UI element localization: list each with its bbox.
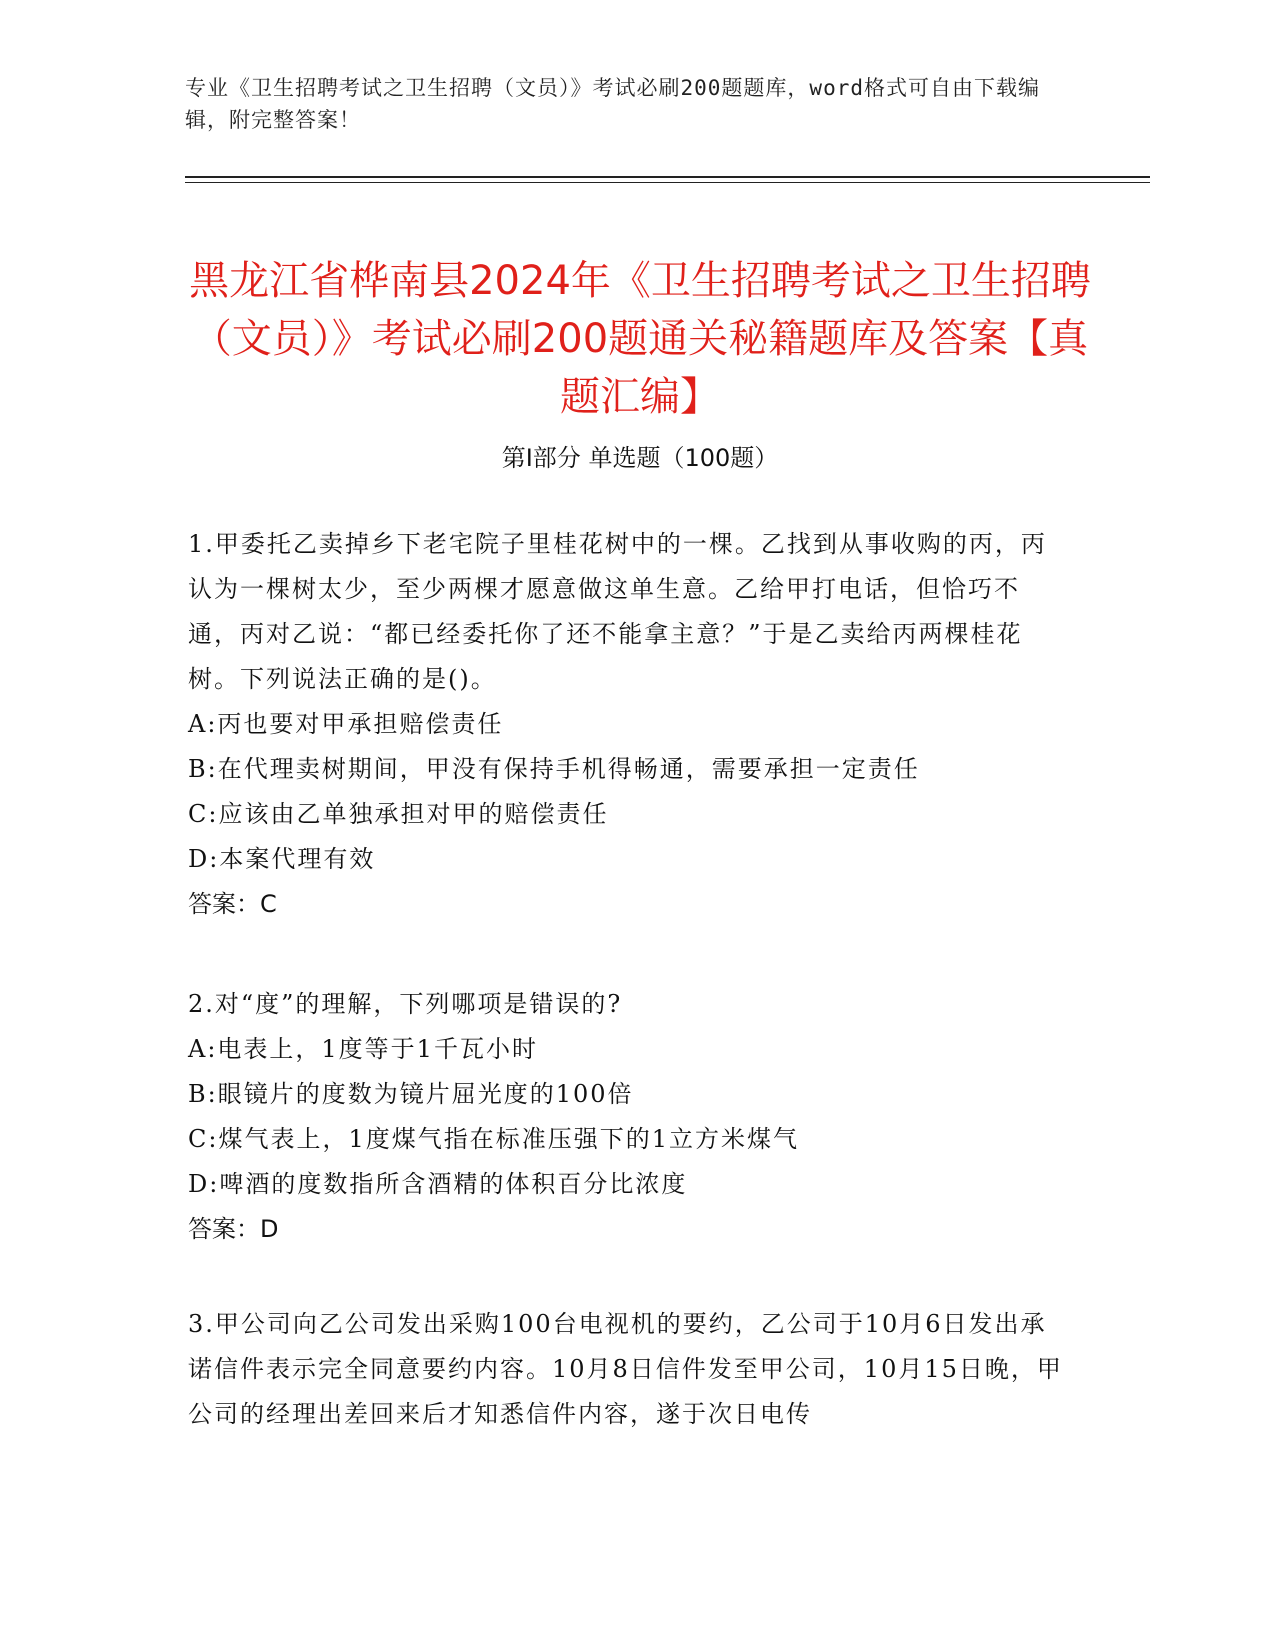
header-divider-thin	[185, 182, 1150, 183]
option-b: B:在代理卖树期间，甲没有保持手机得畅通，需要承担一定责任	[188, 755, 920, 783]
option-d: D:本案代理有效	[188, 845, 376, 873]
option-d: D:啤酒的度数指所含酒精的体积百分比浓度	[188, 1170, 688, 1198]
question-stem: 2.对“度”的理解，下列哪项是错误的?	[188, 990, 623, 1018]
question-stem: 3.甲公司向乙公司发出采购100台电视机的要约，乙公司于10月6日发出承诺信件表示完全同意要约内容。10月8日信件发至甲公司，10月15日晚，甲公司的经理出差回来后才知悉信件内容，遂于次日电传	[188, 1310, 1063, 1428]
question-1	[188, 522, 1068, 927]
header-note: 专业《卫生招聘考试之卫生招聘（文员）》考试必刷200题题库，word格式可自由下载编辑，附完整答案！	[185, 76, 1040, 132]
option-b: B:眼镜片的度数为镜片屈光度的100倍	[188, 1080, 634, 1108]
option-a: A:电表上，1度等于1千瓦小时	[188, 1035, 538, 1063]
option-a: A:丙也要对甲承担赔偿责任	[188, 710, 504, 738]
answer: 答案：D	[188, 1215, 279, 1243]
question-stem: 1.甲委托乙卖掉乡下老宅院子里桂花树中的一棵。乙找到从事收购的丙，丙认为一棵树太少，至少两棵才愿意做这单生意。乙给甲打电话，但恰巧不通，丙对乙说：“都已经委托你了还不能拿主意？”于是乙卖给丙两棵桂花树。下列说法正确的是()。	[188, 530, 1047, 693]
answer: 答案：C	[188, 890, 277, 918]
option-c: C:应该由乙单独承担对甲的赔偿责任	[188, 800, 609, 828]
question-2	[188, 982, 1068, 1252]
section-title: 第Ⅰ部分 单选题（100题）	[501, 444, 779, 472]
question-3	[188, 1302, 1068, 1437]
document-title: 黑龙江省桦南县2024年《卫生招聘考试之卫生招聘（文员）》考试必刷200题通关秘籍题库及答案【真题汇编】	[189, 257, 1091, 420]
header-divider-thick	[185, 176, 1150, 178]
option-c: C:煤气表上，1度煤气指在标准压强下的1立方米煤气	[188, 1125, 799, 1153]
